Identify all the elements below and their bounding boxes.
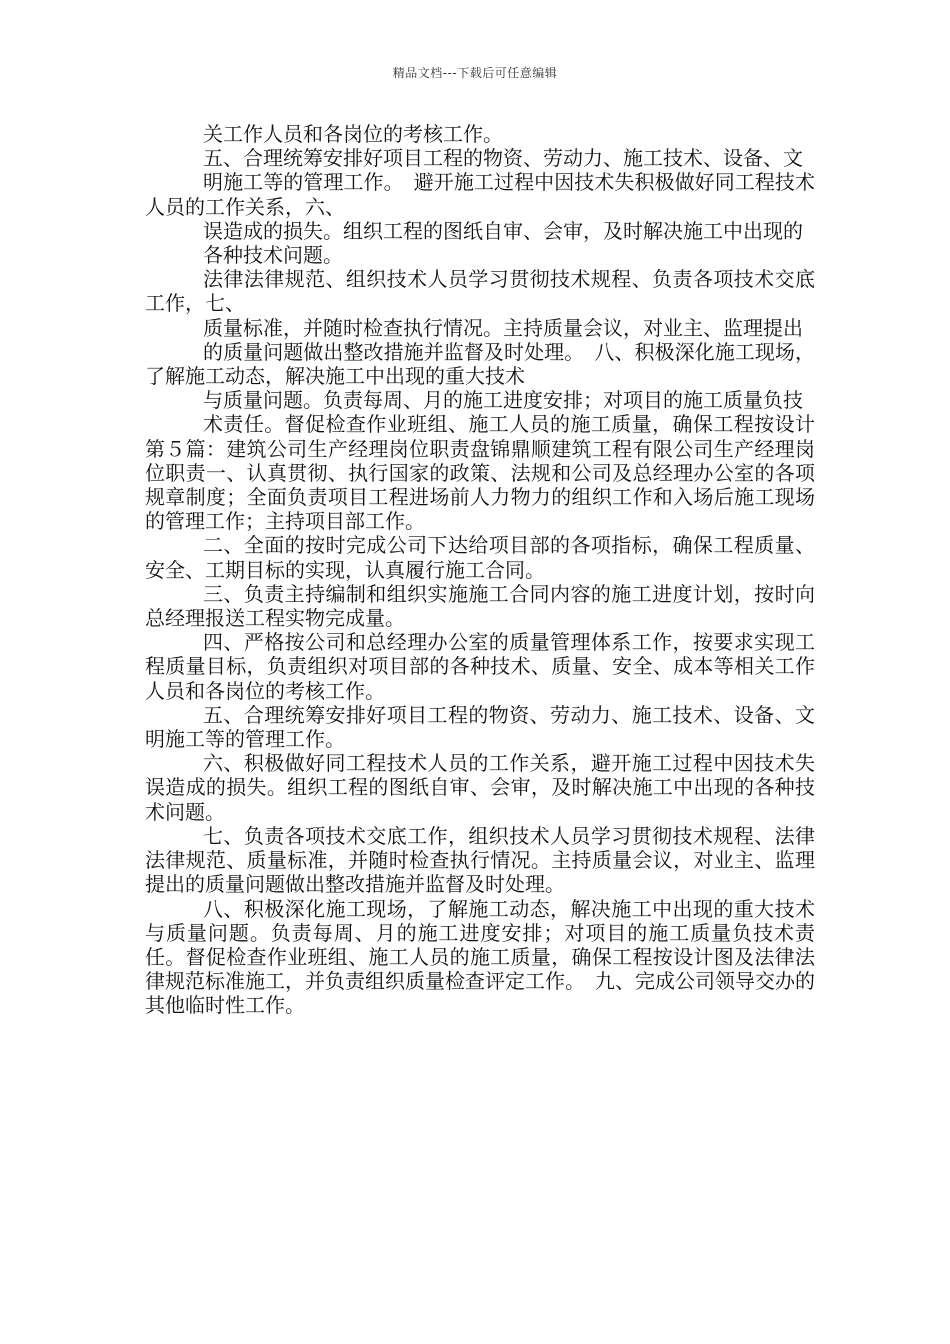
paragraph-15: 六、积极做好同工程技术人员的工作关系，避开施工过程中因技术失误造成的损失。组织工程的图纸自审、会审，及时解决施工中出现的各种技术问题。: [145, 751, 815, 824]
paragraph-1: 关工作人员和各岗位的考核工作。: [203, 122, 503, 146]
paragraph-10: 术责任。督促检查作业班组、施工人员的施工质量，确保工程按设计第５篇：建筑公司生产经理岗位职责盘锦鼎顺建筑工程有限公司生产经理岗位职责一、认真贯彻、执行国家的政策、法规和公司及总经理办公室的各项规章制度；全面负责项目工程进场前人力物力的组织工作和入场后施工现场的管理工作；主持项目部工作。: [145, 412, 815, 534]
document-body: [145, 122, 815, 1018]
paragraph-17: 八、积极深化施工现场，了解施工动态，解决施工中出现的重大技术与质量问题。负责每周、月的施工进度安排；对项目的施工质量负技术责任。督促检查作业班组、施工人员的施工质量，确保工程按设计图及法律法律规范标准施工，并负责组织质量检查评定工作。 九、完成公司领导交办的其他临时性工作。: [145, 896, 815, 1018]
paragraph-9: 与质量问题。负责每周、月的施工进度安排；对项目的施工质量负技: [203, 388, 803, 413]
paragraph-5: 各种技术问题。: [203, 243, 343, 268]
paragraph-7: 质量标准，并随时检查执行情况。主持质量会议，对业主、监理提出: [203, 315, 803, 340]
paragraph-8: 的质量问题做出整改措施并监督及时处理。 八、积极深化施工现场，了解施工动态，解决施工中出现的重大技术: [145, 339, 815, 389]
page-header: 精品文档---下载后可任意编辑: [392, 66, 558, 80]
paragraph-12: 三、负责主持编制和组织实施施工合同内容的施工进度计划，按时向总经理报送工程实物完成量。: [145, 581, 815, 631]
paragraph-11: 二、全面的按时完成公司下达给项目部的各项指标，确保工程质量、安全、工期目标的实现，认真履行施工合同。: [145, 533, 815, 582]
paragraph-13: 四、严格按公司和总经理办公室的质量管理体系工作，按要求实现工程质量目标，负责组织对项目部的各种技术、质量、安全、成本等相关工作人员和各岗位的考核工作。: [145, 630, 815, 703]
paragraph-6: 法律法律规范、组织技术人员学习贯彻技术规程、负责各项技术交底工作，七、: [145, 267, 815, 316]
paragraph-2: 五、合理统筹安排好项目工程的物资、劳动力、施工技术、设备、文: [203, 146, 803, 171]
paragraph-4: 误造成的损失。组织工程的图纸自审、会审，及时解决施工中出现的: [203, 218, 803, 243]
paragraph-14: 五、合理统筹安排好项目工程的物资、劳动力、施工技术、设备、文明施工等的管理工作。: [145, 702, 815, 752]
paragraph-3: 明施工等的管理工作。 避开施工过程中因技术失积极做好同工程技术人员的工作关系，六、: [145, 170, 815, 219]
paragraph-16: 七、负责各项技术交底工作，组织技术人员学习贯彻技术规程、法律法律规范、质量标准，并随时检查执行情况。主持质量会议，对业主、监理提出的质量问题做出整改措施并监督及时处理。: [145, 823, 815, 897]
